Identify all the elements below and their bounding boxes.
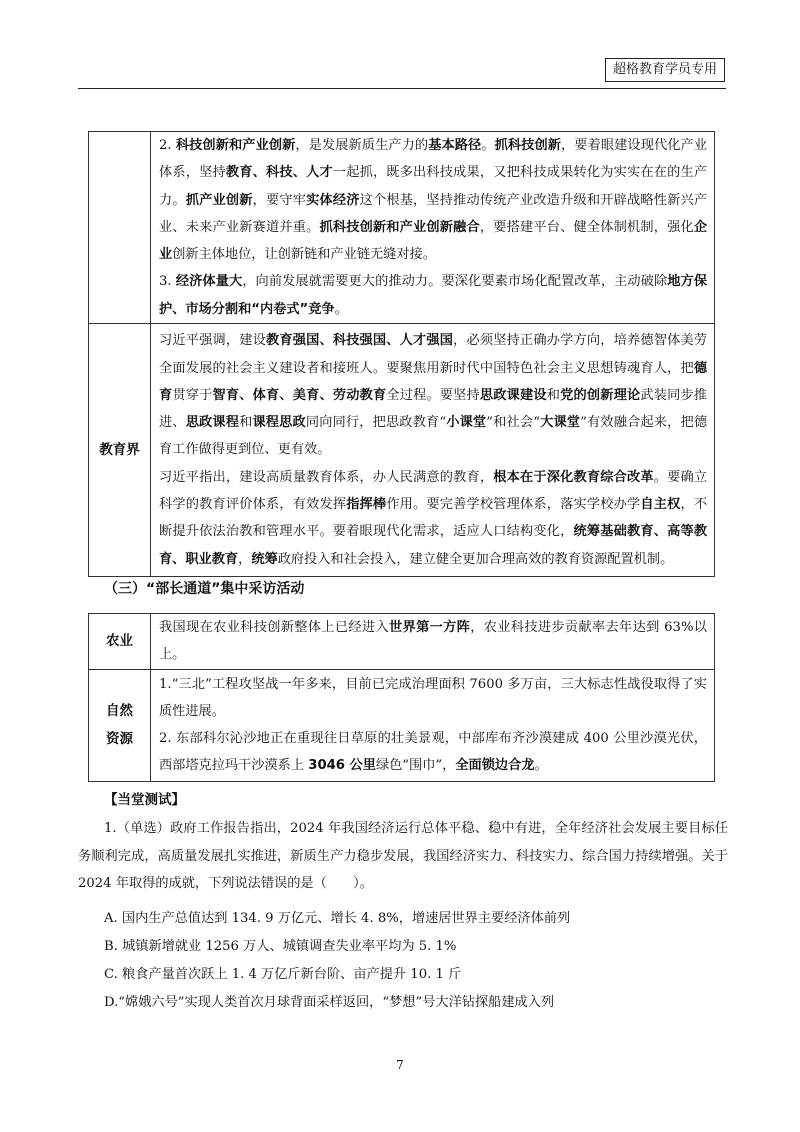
text-run: ，向前发展就需要更大的推动力。要深化要素市场化配置改革，主动破除 xyxy=(242,274,668,290)
table-row xyxy=(89,324,715,577)
bold-text: 德育 xyxy=(159,360,707,403)
side-label-natural-resources xyxy=(89,669,151,781)
side-label-line1: 自然 xyxy=(106,703,133,720)
bold-text: 指挥棒 xyxy=(346,497,387,513)
text-run: 政府投入和社会投入，建立健全更加合理高效的教育资源配置机制。 xyxy=(277,551,674,567)
bold-text: 统筹基础教育、高等教育、职业教育 xyxy=(159,524,708,567)
text-run: 这个根基，坚持推动传统产业改造升级和开辟战略性新兴产业、未来产业新赛道并重。 xyxy=(159,192,708,235)
side-label-agriculture: 农业 xyxy=(89,614,151,670)
section-title: （三）“部长通道”集中采访活动 xyxy=(104,581,305,597)
bold-text: 智育、体育、美育、劳动教育 xyxy=(212,387,387,403)
option-a: A. 国内生产总值达到 134. 9 万亿元、增长 4. 8%，增速居世界主要经济体前列 xyxy=(104,911,571,926)
side-cell-empty xyxy=(89,132,151,324)
text-run: 创新主体地位，让创新链和产业链无缝对接。 xyxy=(172,247,436,263)
option-b: B. 城镇新增就业 1256 万人、城镇调查失业率平均为 5. 1% xyxy=(104,939,457,954)
bold-text: 基本路径 xyxy=(428,138,482,153)
bold-text: 统筹 xyxy=(251,551,278,567)
bold-text: 经济体量大 xyxy=(175,274,243,290)
bold-text: 根本在于深化教育综合改革 xyxy=(493,469,654,485)
text-run: 和 xyxy=(546,387,561,403)
table-row xyxy=(89,132,715,324)
bold-text: 课程思政 xyxy=(252,415,306,431)
table-minister-channel xyxy=(88,613,715,782)
side-label-education: 教育界 xyxy=(89,324,151,577)
question-block xyxy=(78,815,728,898)
text-run: ，要着眼建设现代化产业体系，坚持 xyxy=(159,138,708,181)
bold-text: 思政课建设 xyxy=(479,387,547,403)
header-rule xyxy=(78,88,726,89)
bold-text: 科技创新和产业创新 xyxy=(175,138,296,153)
text-run: 2. xyxy=(159,138,176,153)
content-cell xyxy=(151,614,715,670)
text-run: ”和社会“ xyxy=(486,415,540,431)
table-row xyxy=(89,614,715,670)
bold-text: 企业 xyxy=(159,219,708,263)
text-run: 。 xyxy=(334,301,348,317)
bold-text: 自主权 xyxy=(640,497,681,513)
paragraph-resources-1 xyxy=(151,671,714,726)
table-policy-education xyxy=(88,131,715,577)
test-title: 【当堂测试】 xyxy=(104,792,185,808)
page-number: 7 xyxy=(396,1058,404,1072)
bold-text: 全面锁边合龙 xyxy=(455,758,535,774)
text-run: 贯穿于 xyxy=(172,387,213,403)
option-c: C. 粮食产量首次跃上 1. 4 万亿斤新台阶、亩产提升 10. 1 斤 xyxy=(104,967,462,982)
text-run: 。 xyxy=(534,758,548,774)
bold-text: 教育、科技、人才 xyxy=(225,165,333,181)
text-run: 1.“三北”工程攻坚战一年多来，目前已完成治理面积 7600 多万亩，三大标志性战役取得了实质性进展。 xyxy=(159,676,707,719)
text-run: ，要搭建平台、健全体制机制，强化 xyxy=(479,219,694,235)
text-run: 一起抓，既多出科技成果，又把科技成果转化为实实在在的生产力。 xyxy=(159,165,708,208)
content-cell xyxy=(151,669,715,781)
bold-text: 抓科技创新 xyxy=(494,138,562,153)
table-row xyxy=(89,669,715,781)
paragraph-item2 xyxy=(151,132,714,268)
text-run: ，农业科技进步贡献率去年达到 63%以上。 xyxy=(159,620,707,663)
bold-text: 世界第一方阵 xyxy=(389,620,471,635)
text-run: 同向同行，把思政教育“ xyxy=(305,415,447,431)
text-run: ， xyxy=(238,551,252,567)
text-run: 2. 东部科尔沁沙地正在重现往日草原的壮美景观，中部库布齐沙漠建成 400 公里沙漠光伏，西部塔克拉玛干沙漠系上 xyxy=(159,731,707,774)
text-run: 和 xyxy=(239,415,253,431)
bold-text: 党的创新理论 xyxy=(560,387,641,403)
paragraph-item3 xyxy=(151,268,714,323)
bold-text: 小课堂 xyxy=(446,415,487,431)
text-run: ，要守牢 xyxy=(252,192,307,208)
question-stem: 1.（单选）政府工作报告指出，2024 年我国经济运行总体平稳、稳中有进，全年经济社会发展主要目标任务顺利完成，高质量发展扎实推进，新质生产力稳步发展，我国经济实力、科技实力、综合国力持续增强。关于 2024 年取得的成就，下列说法错误的是（ ）。 xyxy=(78,821,728,891)
paragraph-agriculture xyxy=(151,614,714,669)
text-run: 。要确立科学的教育评价体系，有效发挥 xyxy=(159,469,708,513)
paragraph-education-1 xyxy=(151,327,714,463)
text-run: 全过程。要坚持 xyxy=(386,387,480,403)
bold-text: 地方保护、市场分割和“内卷式”竞争 xyxy=(159,274,708,317)
side-label-line2: 资源 xyxy=(106,731,133,748)
paragraph-resources-2 xyxy=(151,725,714,780)
paragraph-education-2 xyxy=(151,464,714,573)
text-run: 我国现在农业科技创新整体上已经进入 xyxy=(159,620,390,635)
content-cell xyxy=(151,132,715,324)
bold-text: 抓产业创新 xyxy=(185,192,253,208)
bold-text: 思政课程 xyxy=(185,415,240,431)
content-cell xyxy=(151,324,715,577)
text-run: 习近平强调，建设 xyxy=(159,333,266,349)
text-run: ，是发展新质生产力的 xyxy=(295,138,429,153)
bold-text: 3046 公里 xyxy=(308,758,376,774)
text-run: 武装同步推进、 xyxy=(159,387,708,431)
header-tag: 超格教育学员专用 xyxy=(605,58,725,82)
text-run: 。 xyxy=(481,138,495,153)
text-run: ”有效融合起来，把德育工作做得更到位、更有效。 xyxy=(159,415,708,458)
text-run: ，不断提升依法治教和管理水平。要着眼现代化需求，适应人口结构变化， xyxy=(159,497,708,540)
bold-text: 实体经济 xyxy=(306,192,360,208)
text-run: 绿色“围巾”， xyxy=(375,758,456,774)
text-run: 作用。要完善学校管理体系，落实学校办学 xyxy=(386,497,641,513)
bold-text: 大课堂 xyxy=(539,415,581,431)
text-run: 习近平指出，建设高质量教育体系，办人民满意的教育， xyxy=(159,469,494,485)
text-run: 3. xyxy=(159,274,176,290)
option-d: D.“嫦娥六号”实现人类首次月球背面采样返回，“梦想”号大洋钻探船建成入列 xyxy=(104,995,555,1010)
text-run: ，必须坚持正确办学方向，培养德智体美劳全面发展的社会主义建设者和接班人。要聚焦用新时代中国特色社会主义思想铸魂育人，把 xyxy=(159,333,708,376)
bold-text: 抓科技创新和产业创新融合 xyxy=(319,219,480,235)
bold-text: 教育强国、科技强国、人才强国 xyxy=(265,333,454,349)
